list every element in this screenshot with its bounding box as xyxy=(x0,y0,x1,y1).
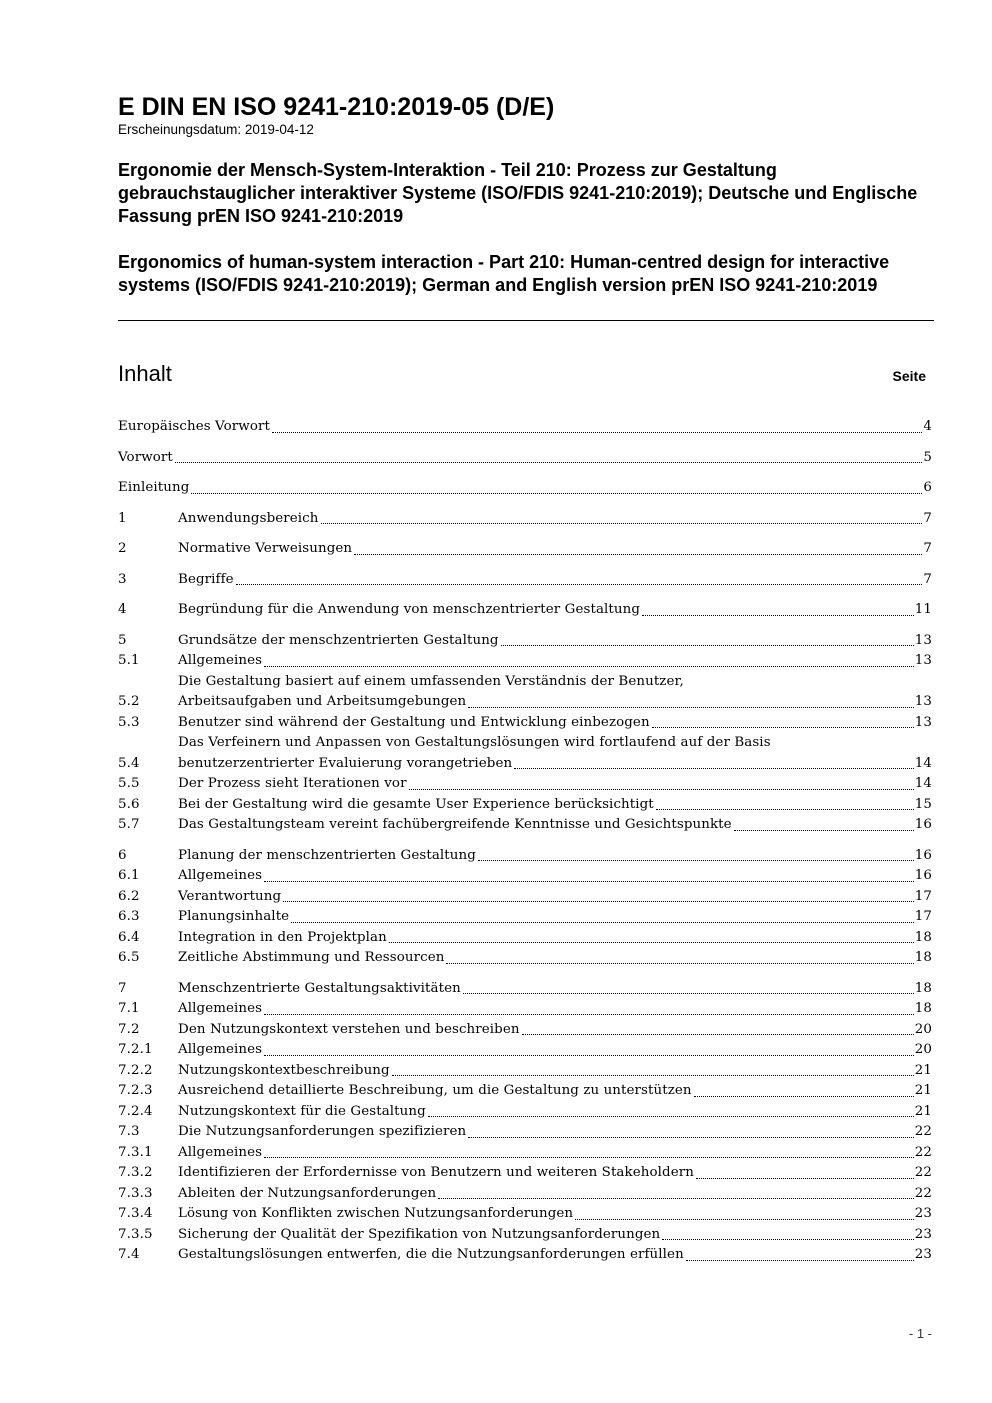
toc-entry-page: 21 xyxy=(914,1062,932,1078)
toc-entry-number: 7.2 xyxy=(118,1021,140,1037)
toc-entry[interactable] xyxy=(118,948,932,969)
toc-dot-leader xyxy=(392,1075,914,1076)
document-code: E DIN EN ISO 9241-210:2019-05 (D/E) xyxy=(118,93,555,121)
toc-entry[interactable] xyxy=(118,1061,932,1082)
toc-entry-number: 6 xyxy=(118,847,127,863)
toc-entry[interactable] xyxy=(118,509,932,530)
toc-entry[interactable] xyxy=(118,1040,932,1061)
toc-entry-page: 18 xyxy=(914,929,932,945)
toc-entry-body xyxy=(178,774,932,795)
toc-entry-body xyxy=(178,948,932,969)
toc-dot-leader xyxy=(642,615,914,616)
toc-entry-title: Den Nutzungskontext verstehen und beschreiben xyxy=(178,1021,520,1037)
toc-dot-leader xyxy=(236,584,923,585)
toc-entry-page: 7 xyxy=(923,510,932,526)
title-english: Ergonomics of human-system interaction - Part 210: Human-centred design for interactive systems (ISO/FDIS 9241-210:2019); German and English version prEN ISO 9241-210:2019 xyxy=(118,252,890,295)
toc-entry-number: 5 xyxy=(118,632,127,648)
toc-entry-number: 7.2.1 xyxy=(118,1042,153,1057)
toc-entry[interactable] xyxy=(118,651,932,672)
toc-entry-body xyxy=(178,928,932,949)
toc-entry-title: Anwendungsbereich xyxy=(178,510,319,526)
toc-entry[interactable] xyxy=(118,631,932,652)
toc-dot-leader xyxy=(321,523,923,524)
toc-entry-page: 20 xyxy=(914,1021,932,1037)
toc-entry-number: 7.2.2 xyxy=(118,1062,153,1078)
toc-entry-number: 6.3 xyxy=(118,909,140,924)
toc-entry-continuation xyxy=(178,754,932,775)
toc-entry-body xyxy=(178,600,932,621)
toc-entry-page: 13 xyxy=(914,632,932,648)
toc-entry-title: Integration in den Projektplan xyxy=(178,929,387,945)
toc-entry-title: Sicherung der Qualität der Spezifikation von Nutzungsanforderungen xyxy=(178,1226,661,1242)
toc-entry-page: 15 xyxy=(914,796,932,812)
toc-entry-body xyxy=(178,866,932,887)
toc-entry[interactable] xyxy=(118,1225,932,1246)
toc-entry-page: 23 xyxy=(914,1247,932,1262)
toc-dot-leader xyxy=(478,860,914,861)
toc-entry-page: 16 xyxy=(914,817,932,832)
toc-entry-continuation xyxy=(178,692,932,713)
toc-entry-page: 20 xyxy=(914,1042,932,1057)
toc-entry-page: 23 xyxy=(914,1226,932,1242)
toc-entry-number: 7.3.1 xyxy=(118,1144,153,1160)
toc-entry-title: Die Nutzungsanforderungen spezifizieren xyxy=(178,1124,467,1139)
toc-entry-body xyxy=(178,907,932,928)
toc-entry-page: 18 xyxy=(914,1001,932,1016)
toc-entry-number: 7 xyxy=(118,980,127,996)
toc-entry-title: Normative Verweisungen xyxy=(178,541,353,556)
toc-entry-number: 6.1 xyxy=(118,868,140,883)
toc-entry[interactable] xyxy=(118,417,932,438)
toc-entry[interactable] xyxy=(118,1184,932,1205)
toc-entry-number: 7.3.5 xyxy=(118,1226,153,1242)
toc-entry-title: Europäisches Vorwort xyxy=(118,419,270,434)
toc-entry-number: 2 xyxy=(118,541,127,556)
toc-entry-body xyxy=(178,631,932,652)
toc-entry-body xyxy=(178,1245,932,1266)
toc-dot-leader xyxy=(446,963,913,964)
toc-entry-title: Menschzentrierte Gestaltungsaktivitäten xyxy=(178,980,461,996)
toc-entry-title: Nutzungskontext für die Gestaltung xyxy=(178,1103,426,1119)
toc-dot-leader xyxy=(409,789,914,790)
toc-entry-number: 7.2.3 xyxy=(118,1083,153,1098)
toc-entry-title: Allgemeines xyxy=(178,1042,263,1057)
toc-entry-title: Identifizieren der Erfordernisse von Benutzern und weiteren Stakeholdern xyxy=(178,1165,694,1180)
toc-dot-leader xyxy=(694,1096,914,1097)
toc-entry[interactable] xyxy=(118,1020,932,1041)
toc-entry-body xyxy=(178,570,932,591)
toc-entry-title: Lösung von Konflikten zwischen Nutzungsanforderungen xyxy=(178,1206,574,1221)
toc-dot-leader xyxy=(175,462,922,463)
toc-entry-page: 23 xyxy=(914,1206,932,1221)
toc-entry-body xyxy=(178,1040,932,1061)
toc-entry-number: 3 xyxy=(118,571,127,587)
title-german: Ergonomie der Mensch-System-Interaktion - Teil 210: Prozess zur Gestaltung gebrauchstauglicher interaktiver Systeme (ISO/FDIS 9241-210:2019); Deutsche und Englische Fassung prEN ISO 9241-210:2019 xyxy=(118,160,918,226)
toc-entry[interactable] xyxy=(118,600,932,621)
toc-entry-body xyxy=(178,1204,932,1225)
toc-entry-number: 4 xyxy=(118,602,127,617)
toc-entry-body xyxy=(178,1081,932,1102)
toc-dot-leader xyxy=(468,707,914,708)
toc-page-column-label: Seite xyxy=(892,368,926,384)
toc-entry[interactable] xyxy=(118,795,932,816)
toc-entry-page: 13 xyxy=(914,653,932,668)
publication-date: Erscheinungsdatum: 2019-04-12 xyxy=(118,122,314,137)
toc-entry-title: Die Gestaltung basiert auf einem umfassenden Verständnis der Benutzer, xyxy=(178,673,684,689)
toc-entry-title: Gestaltungslösungen entwerfen, die die Nutzungsanforderungen erfüllen xyxy=(178,1247,684,1262)
toc-entry-title: Grundsätze der menschzentrierten Gestaltung xyxy=(178,632,499,648)
toc-entry-page: 4 xyxy=(923,419,932,434)
toc-entry-number: 5.3 xyxy=(118,714,140,730)
toc-entry-title: Bei der Gestaltung wird die gesamte User Experience berücksichtigt xyxy=(178,796,654,812)
toc-entry-page: 22 xyxy=(914,1165,932,1180)
toc-entry-title-continued: benutzerzentrierter Evaluierung vorangetrieben xyxy=(178,755,513,771)
toc-entry-number: 7.1 xyxy=(118,1001,140,1016)
toc-dot-leader xyxy=(272,432,922,433)
toc-entry-title: Allgemeines xyxy=(178,868,263,883)
toc-entry-number: 7.3.4 xyxy=(118,1206,153,1221)
toc-dot-leader xyxy=(264,1014,914,1015)
toc-entry-title: Ableiten der Nutzungsanforderungen xyxy=(178,1185,437,1201)
toc-entry-page: 21 xyxy=(914,1083,932,1098)
toc-entry-page: 18 xyxy=(914,950,932,965)
toc-entry-page: 11 xyxy=(914,602,932,617)
toc-entry-page: 5 xyxy=(923,449,932,465)
toc-entry-page: 17 xyxy=(914,909,932,924)
toc-entry[interactable] xyxy=(118,713,932,734)
toc-dot-leader xyxy=(389,942,914,943)
toc-entry-page: 16 xyxy=(914,847,932,863)
toc-entry-page: 7 xyxy=(923,571,932,587)
toc-entry-title: Planungsinhalte xyxy=(178,909,290,924)
toc-dot-leader xyxy=(438,1198,914,1199)
toc-entry-number: 7.3.3 xyxy=(118,1185,153,1201)
toc-entry-number: 7.2.4 xyxy=(118,1103,153,1119)
toc-dot-leader xyxy=(652,727,914,728)
toc-dot-leader xyxy=(283,901,914,902)
toc-dot-leader xyxy=(501,645,914,646)
toc-entry-title: Benutzer sind während der Gestaltung und Entwicklung einbezogen xyxy=(178,714,650,730)
toc-dot-leader xyxy=(575,1219,914,1220)
toc-entry-body xyxy=(178,1102,932,1123)
toc-entry-title: Nutzungskontextbeschreibung xyxy=(178,1062,390,1078)
page-number: - 1 - xyxy=(908,1326,932,1341)
toc-entry[interactable] xyxy=(118,570,932,591)
toc-entry-title: Planung der menschzentrierten Gestaltung xyxy=(178,847,476,863)
toc-entry[interactable] xyxy=(118,1143,932,1164)
toc-entry-title: Der Prozess sieht Iterationen vor xyxy=(178,776,407,791)
toc-entry-number: 7.4 xyxy=(118,1247,140,1262)
toc-entry-number: 5.1 xyxy=(118,653,140,668)
toc-dot-leader xyxy=(686,1260,914,1261)
toc-entry-body xyxy=(178,713,932,734)
toc-entry[interactable] xyxy=(118,907,932,928)
toc-dot-leader xyxy=(191,493,922,494)
toc-entry-page: 7 xyxy=(923,541,932,556)
toc-entry-page: 13 xyxy=(914,714,932,730)
toc-entry-number: 5.5 xyxy=(118,776,140,791)
toc-entry-title: Das Gestaltungsteam vereint fachübergreifende Kenntnisse und Gesichtspunkte xyxy=(178,817,732,832)
toc-entry-body xyxy=(178,1143,932,1164)
toc-entry[interactable] xyxy=(118,448,932,469)
toc-entry-body xyxy=(178,795,932,816)
toc-entry-title: Vorwort xyxy=(118,449,173,465)
toc-entry-title: Einleitung xyxy=(118,480,190,495)
toc-dot-leader xyxy=(662,1239,913,1240)
toc-dot-leader xyxy=(291,922,914,923)
toc-entry-number: 6.4 xyxy=(118,929,140,945)
toc-entry-title: Das Verfeinern und Anpassen von Gestaltungslösungen wird fortlaufend auf der Basis xyxy=(178,735,771,750)
toc-entry[interactable] xyxy=(118,1245,932,1266)
toc-entry-body xyxy=(178,509,932,530)
toc-dot-leader xyxy=(514,768,914,769)
toc-entry[interactable] xyxy=(118,672,932,713)
toc-entry-body xyxy=(178,815,932,836)
toc-entry-body xyxy=(178,1020,932,1041)
toc-entry-page: 22 xyxy=(914,1144,932,1160)
toc-entry-number: 5.6 xyxy=(118,796,140,812)
toc-entry-page: 6 xyxy=(923,480,932,495)
toc-entry[interactable] xyxy=(118,1122,932,1143)
toc-entry-body xyxy=(178,733,932,774)
table-of-contents xyxy=(118,417,932,1266)
toc-entry[interactable] xyxy=(118,478,932,499)
toc-entry-page: 18 xyxy=(914,980,932,996)
toc-entry[interactable] xyxy=(118,815,932,836)
toc-entry-number: 5.2 xyxy=(118,694,140,709)
toc-dot-leader xyxy=(264,666,914,667)
toc-entry-page: 22 xyxy=(914,1124,932,1139)
toc-entry-number: 6.2 xyxy=(118,888,140,904)
toc-entry-body xyxy=(118,478,932,499)
toc-entry[interactable] xyxy=(118,887,932,908)
toc-entry-title: Allgemeines xyxy=(178,653,263,668)
toc-entry-body xyxy=(178,1225,932,1246)
toc-entry-body xyxy=(178,672,932,713)
toc-entry-body xyxy=(118,417,932,438)
toc-entry-body xyxy=(178,1122,932,1143)
toc-entry-page: 14 xyxy=(914,776,932,791)
toc-dot-leader xyxy=(264,881,914,882)
toc-entry-body xyxy=(178,1184,932,1205)
toc-entry[interactable] xyxy=(118,846,932,867)
toc-entry[interactable] xyxy=(118,1081,932,1102)
toc-entry[interactable] xyxy=(118,866,932,887)
toc-entry[interactable] xyxy=(118,979,932,1000)
toc-entry-title: Begründung für die Anwendung von menschzentrierter Gestaltung xyxy=(178,602,641,617)
toc-entry[interactable] xyxy=(118,733,932,774)
toc-entry-body xyxy=(178,979,932,1000)
toc-dot-leader xyxy=(463,993,914,994)
header-divider xyxy=(118,320,934,321)
toc-entry[interactable] xyxy=(118,1163,932,1184)
toc-entry-body xyxy=(178,651,932,672)
toc-entry-page: 21 xyxy=(914,1103,932,1119)
toc-entry-title: Begriffe xyxy=(178,571,234,587)
toc-entry-number: 6.5 xyxy=(118,950,140,965)
toc-entry-body xyxy=(178,539,932,560)
toc-entry-page: 16 xyxy=(914,868,932,883)
toc-entry-number: 5.4 xyxy=(118,755,140,771)
toc-dot-leader xyxy=(354,554,922,555)
toc-entry-title: Ausreichend detaillierte Beschreibung, um die Gestaltung zu unterstützen xyxy=(178,1083,692,1098)
toc-dot-leader xyxy=(696,1178,914,1179)
toc-entry-number: 5.7 xyxy=(118,817,140,832)
toc-entry-number: 7.3.2 xyxy=(118,1165,153,1180)
toc-dot-leader xyxy=(428,1116,914,1117)
toc-entry-page: 22 xyxy=(914,1185,932,1201)
toc-entry[interactable] xyxy=(118,1204,932,1225)
toc-entry-body xyxy=(178,999,932,1020)
toc-entry-body xyxy=(178,846,932,867)
toc-entry-number: 7.3 xyxy=(118,1124,140,1139)
toc-dot-leader xyxy=(734,830,914,831)
toc-entry-body xyxy=(178,887,932,908)
toc-entry[interactable] xyxy=(118,539,932,560)
toc-dot-leader xyxy=(468,1137,913,1138)
toc-heading: Inhalt xyxy=(118,361,172,386)
toc-entry-title: Verantwortung xyxy=(178,888,282,904)
toc-entry-title: Allgemeines xyxy=(178,1001,263,1016)
toc-entry-title: Allgemeines xyxy=(178,1144,263,1160)
toc-entry-page: 13 xyxy=(914,694,932,709)
toc-entry-page: 14 xyxy=(914,755,932,771)
toc-dot-leader xyxy=(522,1034,914,1035)
toc-entry[interactable] xyxy=(118,999,932,1020)
toc-entry[interactable] xyxy=(118,928,932,949)
toc-entry[interactable] xyxy=(118,774,932,795)
toc-dot-leader xyxy=(264,1055,914,1056)
toc-entry-title-continued: Arbeitsaufgaben und Arbeitsumgebungen xyxy=(178,694,467,709)
toc-dot-leader xyxy=(656,809,914,810)
toc-entry-body xyxy=(178,1163,932,1184)
toc-entry-body xyxy=(118,448,932,469)
toc-entry-title: Zeitliche Abstimmung und Ressourcen xyxy=(178,950,445,965)
toc-dot-leader xyxy=(264,1157,914,1158)
toc-entry-number: 1 xyxy=(118,510,127,526)
toc-entry-body xyxy=(178,1061,932,1082)
toc-entry[interactable] xyxy=(118,1102,932,1123)
toc-entry-page: 17 xyxy=(914,888,932,904)
